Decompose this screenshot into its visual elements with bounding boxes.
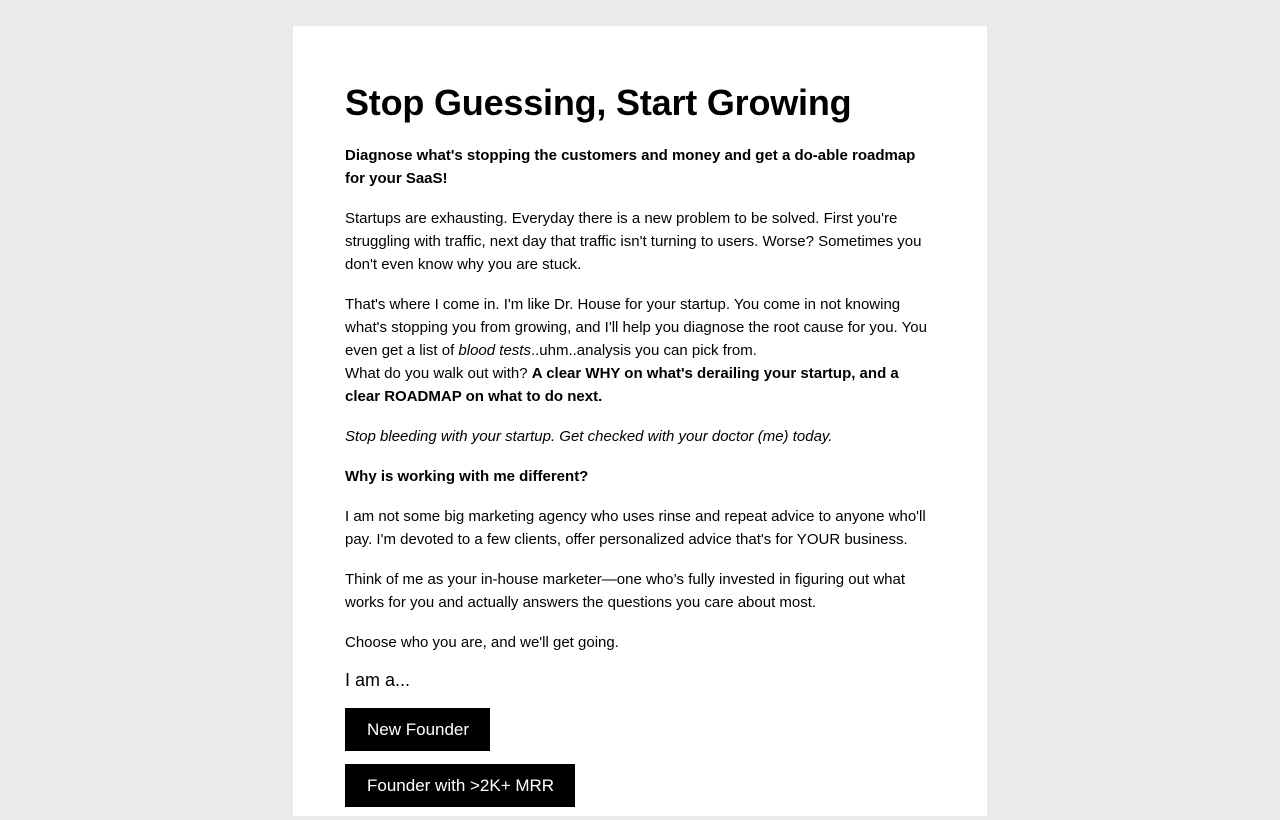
option-row-mrr-founder <box>345 764 935 820</box>
in-house-paragraph: Think of me as your in-house marketer—one who’s fully invested in figuring out what works for you and actually answers the questions you care about most. <box>345 571 906 611</box>
dr-house-text-end: ..uhm..analysis you can pick from. <box>530 342 757 359</box>
choose-prompt: Choose who you are, and we'll get going. <box>345 634 619 651</box>
option-row-new-founder <box>345 708 935 764</box>
agency-paragraph: I am not some big marketing agency who uses rinse and repeat advice to anyone who'll pay. I'm devoted to a few clients, offer personalized advice that's for YOUR business. <box>345 508 926 548</box>
why-heading: Why is working with me different? <box>345 468 589 485</box>
new-founder-button[interactable]: New Founder <box>345 708 490 751</box>
content-card <box>293 26 987 816</box>
page-title: Stop Guessing, Start Growing <box>345 82 852 123</box>
outcome-question: What do you walk out with? <box>345 365 532 382</box>
intro-paragraph: Startups are exhausting. Everyday there is a new problem to be solved. First you're struggling with traffic, next day that traffic isn't turning to users. Worse? Sometimes you don't even know why you are stuck. <box>345 210 922 273</box>
founder-2k-mrr-button[interactable]: Founder with >2K+ MRR <box>345 764 575 807</box>
outcome-paragraph <box>345 362 935 408</box>
dr-house-paragraph <box>345 293 935 362</box>
dr-house-text-start: That's where I come in. I'm like Dr. House for your startup. You come in not knowing what's stopping you from growing, and I'll help you diagnose the root cause for you. You even get a list of <box>345 296 927 359</box>
call-to-action-text: Stop bleeding with your startup. Get checked with your doctor (me) today. <box>345 428 833 445</box>
blood-tests-emphasis: blood tests <box>458 342 531 359</box>
chooser-label: I am a... <box>345 670 411 690</box>
page-subtitle: Diagnose what's stopping the customers and money and get a do-able roadmap for your SaaS! <box>345 147 916 187</box>
outcome-answer: A clear WHY on what's derailing your startup, and a clear ROADMAP on what to do next. <box>345 365 899 405</box>
